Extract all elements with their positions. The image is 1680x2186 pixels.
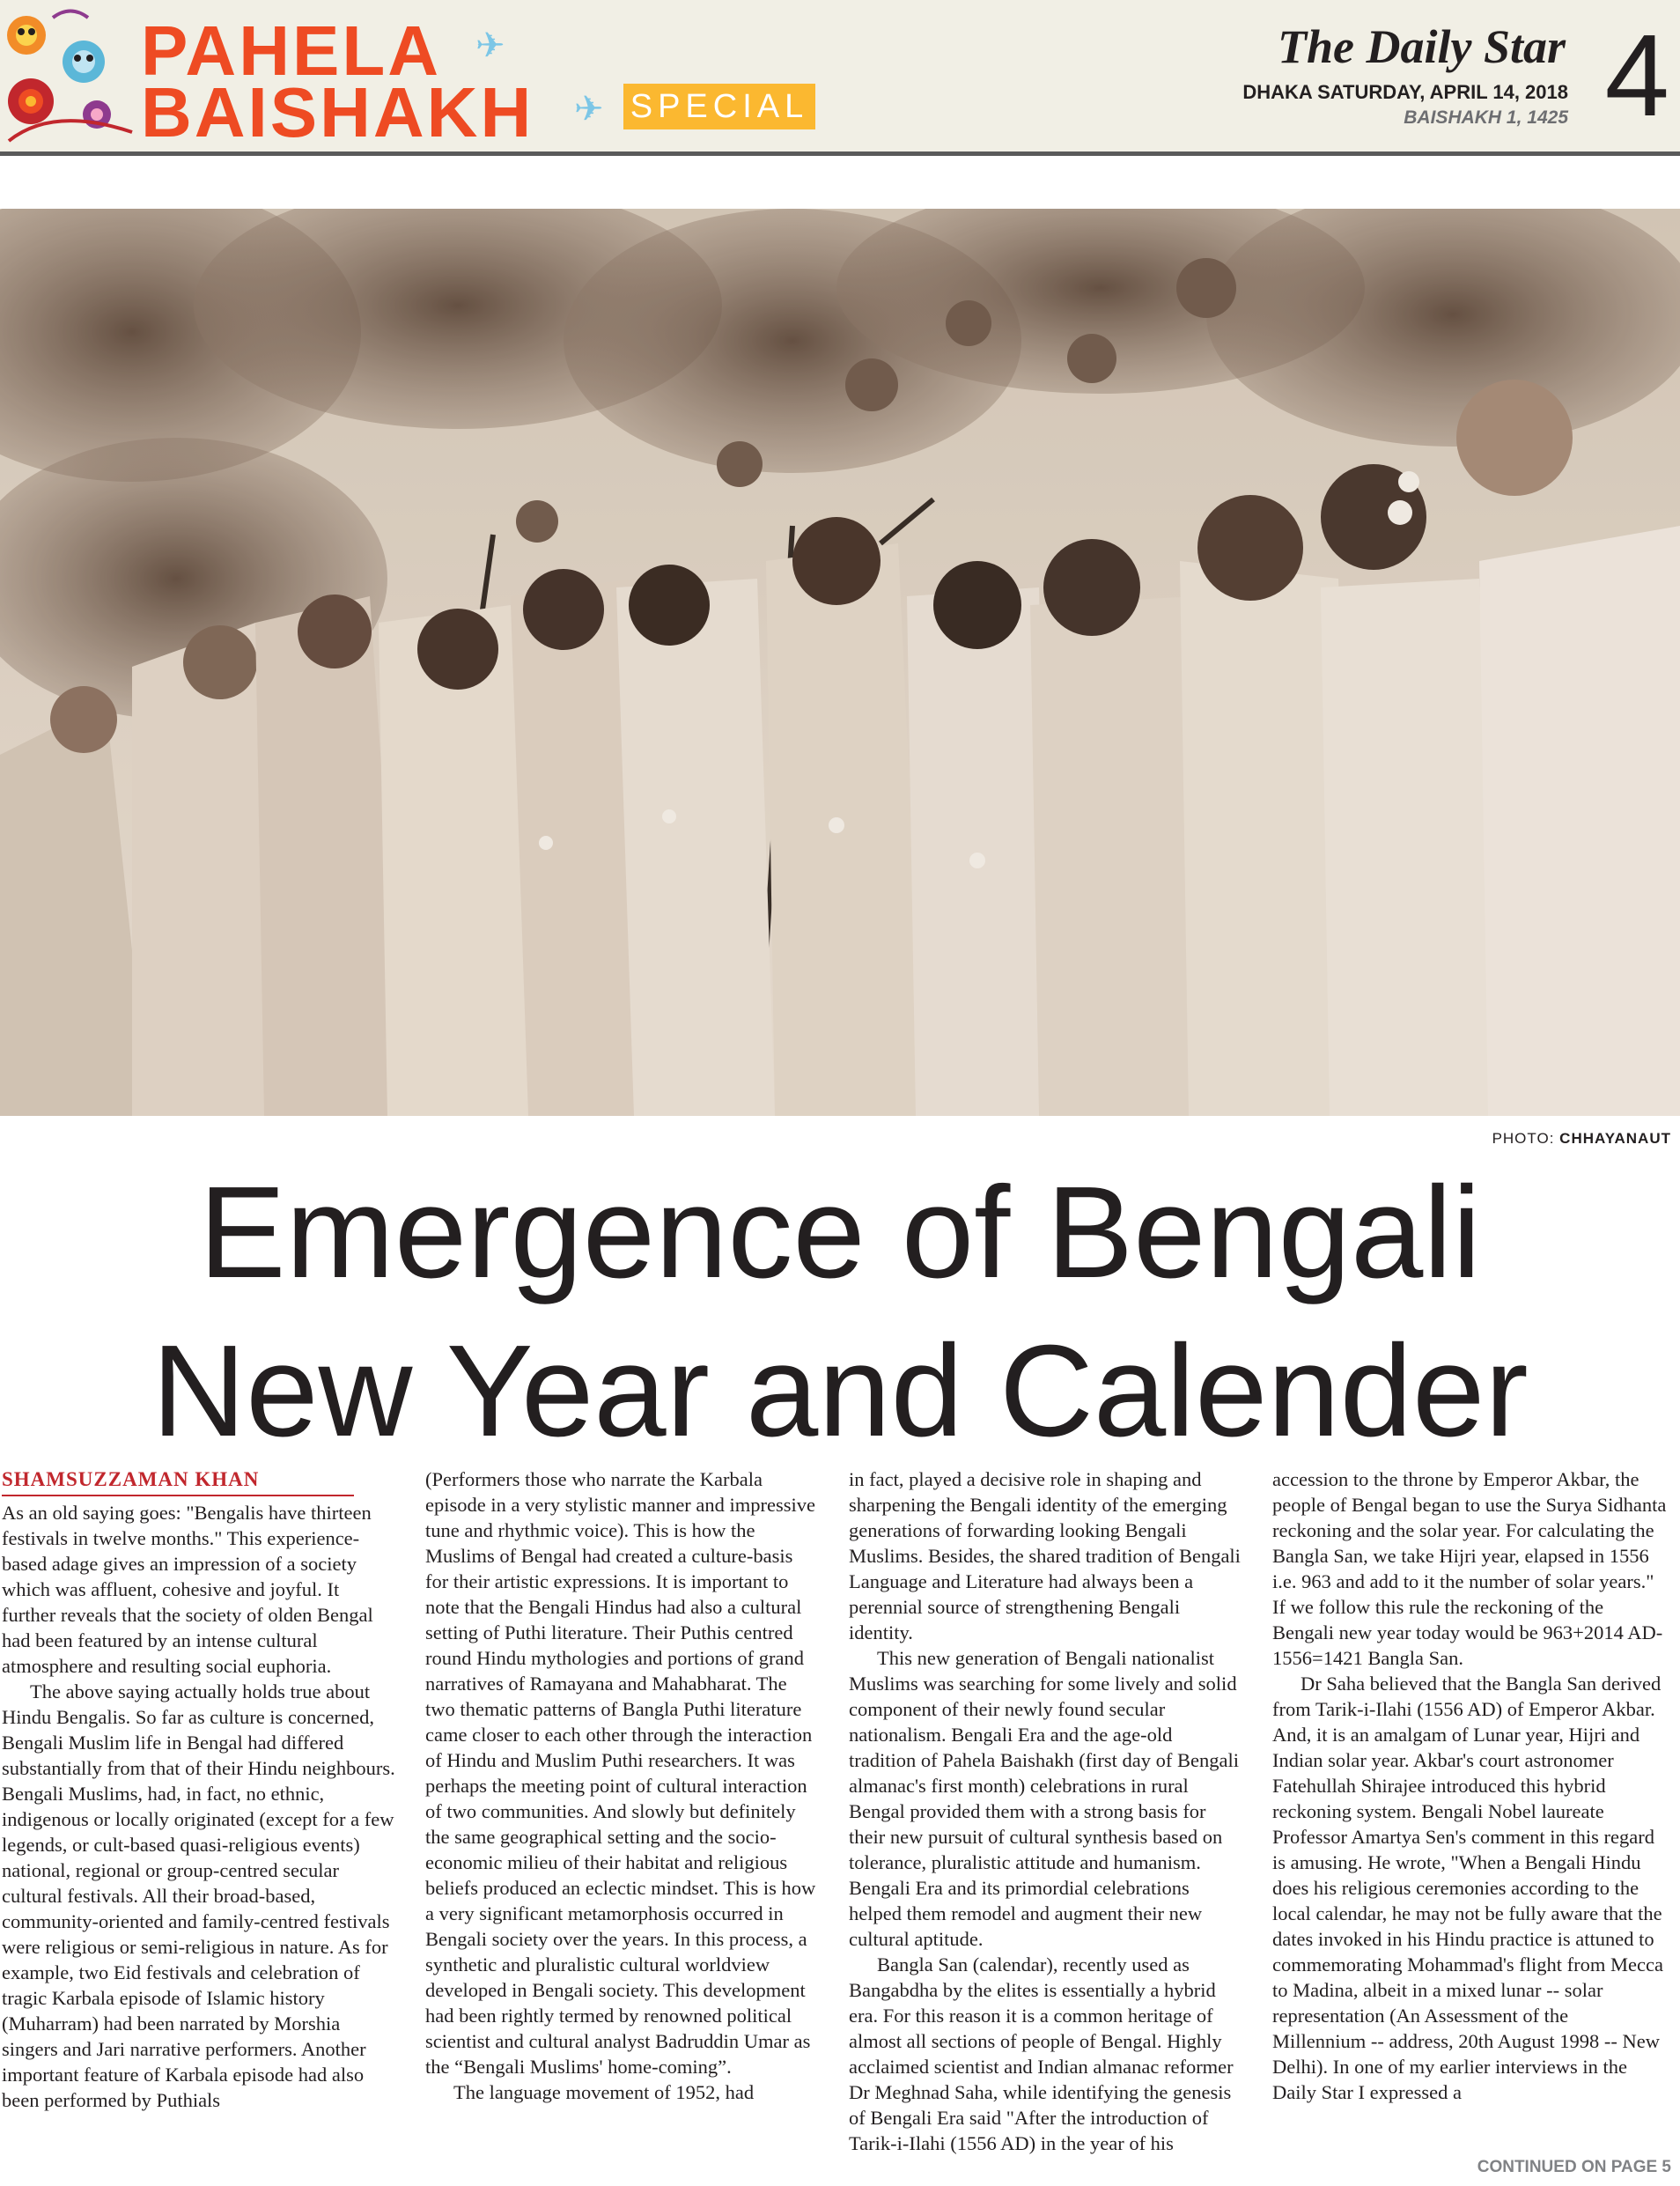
column-1 — [2, 1466, 396, 2180]
paragraph: The above saying actually holds true about Hindu Bengalis. So far as culture is concerned, Bengali Muslim life in Bengal had differed substantially from that of their Hindu neighbours. Bengali Muslims, had, in fact, no ethnic, indigenous or locally originated (except for a few legends, or cult-based quasi-religious events) national, regional or group-centred secular cultural festivals. All their broad-based, community-oriented and family-centred festivals were religious or semi-religious in nature. As for example, two Eid festivals and celebration of tragic Karbala episode of Islamic history (Muharram) had been narrated by Morshia singers and Jari narrative performers. Another important feature of Karbala episode had also been performed by Puthials — [2, 1680, 395, 2111]
kicker-baishakh: BAISHAKH — [141, 73, 534, 151]
kicker-pahela: PAHELA — [141, 11, 441, 90]
column-4 — [1272, 1466, 1667, 2180]
page-number: 4 — [1604, 11, 1669, 140]
byline: SHAMSUZZAMAN KHAN — [2, 1466, 354, 1496]
article-body — [0, 1466, 1680, 2180]
choir-photo — [0, 209, 1680, 1116]
paragraph: Bangla San (calendar), recently used as Bangabdha by the elites is essentially a hybrid era. For this reason it is a common heritage of almost all sections of people of Bengal. Highly acclaimed scientist and Indian almanac reformer Dr Meghnad Saha, while identifying the genesis of Bengali Era said "After the introduction of Tarik-i-Ilahi (1556 AD) in the year of his — [849, 1953, 1234, 2154]
continued-link[interactable]: CONTINUED ON PAGE 5 — [1477, 2158, 1671, 2176]
bird-icon: ✈ — [574, 89, 604, 129]
paragraph: accession to the throne by Emperor Akbar, the people of Bengal began to use the Surya Sidhanta reckoning and the solar year. For calculating the Bangla San, we take Hijri year, elapsed in 1556 i.e. 963 and add to it the number of solar years." If we follow this rule the reckoning of the Bengali new year today would be 963+2014 AD-1556=1421 Bangla San. — [1272, 1468, 1667, 1669]
masthead-logo: The Daily Star — [1277, 20, 1566, 73]
column-3 — [849, 1466, 1243, 2180]
paragraph: (Performers those who narrate the Karbala episode in a very stylistic manner and impressive tune and rhythmic voice). This is how the Muslims of Bengal had created a culture-basis for their artistic expressions. It is important to note that the Bengali Hindus had also a cultural setting of Puthi literature. Their Puthis centred round Hindu mythologies and portions of grand narratives of Ramayana and Mahabharat. The two thematic patterns of Bangla Puthi literature came closer to each other through the interaction of Hindu and Muslim Puthi researchers. It was perhaps the meeting point of cultural interaction of two communities. And slowly but definitely the same geographical setting and the socio-economic milieu of their habitat and religious beliefs produced an eclectic mindset. This is how a very significant metamorphosis occurred in Bengali society over the years. In this process, a synthetic and pluralistic cultural worldview developed in Bengali society. This development had been rightly termed by renowned political scientist and cultural analyst Badruddin Umar as the “Bengali Muslims' home-coming”. — [425, 1468, 816, 2078]
paragraph: in fact, played a decisive role in shaping and sharpening the Bengali identity of the emerging generations of forwarding looking Bengali Muslims. Besides, the shared tradition of Bengali Language and Literature had always been a perennial source of strengthening Bengali identity. — [849, 1468, 1241, 1643]
bangla-date: BAISHAKH 1, 1425 — [1404, 107, 1568, 128]
paragraph: This new generation of Bengali nationalist Muslims was searching for some lively and solid component of their newly found secular nationalism. Bengali Era and the age-old tradition of Pahela Baishakh (first day of Bengali almanac's first month) celebrations in rural Bengal provided them with a strong basis for their new pursuit of cultural synthesis based on tolerance, pluralistic attitude and humanism. Bengali Era and its primordial celebrations helped them remodel and augment their new cultural aptitude. — [849, 1647, 1240, 1950]
dateline: DHAKA SATURDAY, APRIL 14, 2018 — [1242, 81, 1568, 103]
bird-icon: ✈ — [475, 26, 505, 65]
folk-art-decoration-icon — [0, 0, 141, 150]
headline-line-1: Emergence of Bengali — [198, 1160, 1482, 1305]
special-label: SPECIAL — [623, 84, 815, 129]
photo-credit-name: CHHAYANAUT — [1559, 1130, 1671, 1147]
paragraph: As an old saying goes: "Bengalis have thirteen festivals in twelve months." This experience-based adage gives an impression of a society which was affluent, cohesive and joyful. It further reveals that the society of olden Bengal had been featured by an intense cultural atmosphere and resulting social euphoria. — [2, 1502, 373, 1677]
photo-credit-label: PHOTO: — [1492, 1130, 1555, 1147]
photo-credit — [1492, 1130, 1671, 1148]
page-header — [0, 0, 1680, 156]
column-2 — [425, 1466, 820, 2180]
headline-line-2: New Year and Calender — [151, 1318, 1529, 1464]
article-headline — [0, 1154, 1680, 1471]
paragraph: The language movement of 1952, had — [453, 2081, 755, 2103]
paragraph: Dr Saha believed that the Bangla San derived from Tarik-i-Ilahi (1556 AD) of Emperor Akbar. And, it is an amalgam of Lunar year, Hijri and Indian solar year. Akbar's court astronomer Fatehullah Shirajee introduced this hybrid reckoning system. Bengali Nobel laureate Professor Amartya Sen's comment in this regard is amusing. He wrote, "When a Bengali Hindu does his religious ceremonies according to the local calendar, he may not be fully aware that the dates invoked in his Hindu practice is attuned to commemorating Mohammad's flight from Mecca to Madina, albeit in a mixed lunar -- solar representation (An Assessment of the Millennium -- address, 20th August 1998 -- New Delhi). In one of my earlier interviews in the Daily Star I expressed a — [1272, 1673, 1663, 2103]
